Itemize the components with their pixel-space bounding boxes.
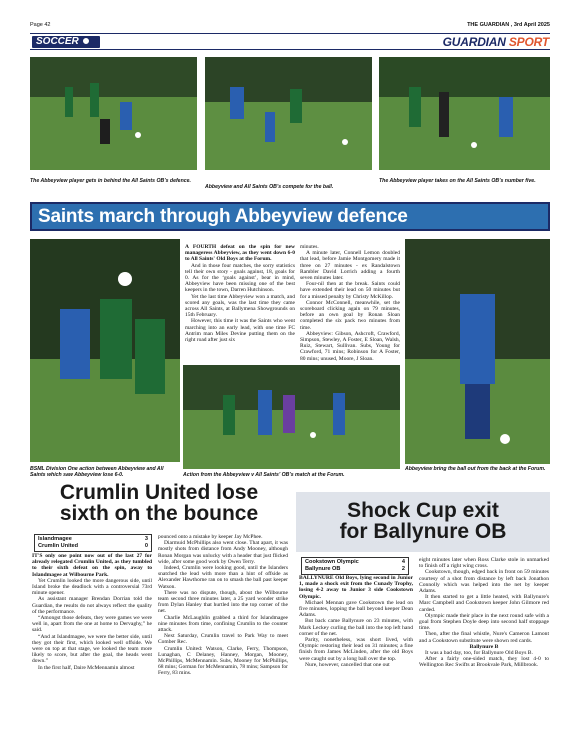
section-label: SOCCER	[32, 36, 100, 48]
caption-top-2: Abbeyview and All Saints OB’s compete for the ball.	[205, 184, 334, 190]
score-team: Crumlin United	[38, 543, 79, 549]
main-story-col2: minutes. A minute later, Connell Lemon doubled that lead, before Jamie Montgomery made it three on 27 minutes - ex Randalstown Rambler David Lorrich adding a fourth seven minutes later. Four-nil then at the break. Saints could have extended their lead on 50 minutes but for a missed penalty by Christy McKillop. Connor McConnell, meanwhile, set the scoreboard clicking again on 79 minutes, before an own goal by Ronan Sloan completed the six pack two minutes from time. Abbeyview: Gibson, Ashcroft, Crawford, Simpson, Stewley, A Foster, E Sloan, Walsh, Ruiz, Stewart, Sullivan. Subs, Young for Crawford, 71 mins; Robinson for A Foster, 80 mins; unused, Moore, J Sloan.	[300, 244, 400, 362]
score-team: Islandmagee	[38, 536, 72, 542]
score-value: 3	[144, 536, 148, 542]
page-number: Page 42	[30, 22, 51, 28]
caption-main-right: Abbeyview bring the ball out from the back at the Forum.	[405, 466, 546, 472]
story3-col2: eight minutes later when Ross Clarke stole in unmarked to finish off a right wing cross. Cookstown, though, edged back in front on 59 minutes courtesy of a shot from distance by left back Jonathon Connolly which was helped into the net by keeper Adams. It then started to get a little heated, with Ballynure's Marc Campbell and Cookstown keeper John Gilmore red carded. Olympic made their place in the next round safe with a goal from Stephen Doyle deep into second half stoppage time. Then, after the final whistle, Nure's Cameron Lamont and a Cookstown substitute were shown red cards. Ballynure B It was a bad day, too, for Ballynure Old Boys B. After a fairly one-sided match, they lost 4-0 to Wellington Rec Swifts at Brookvale Park, Millbrook.	[419, 557, 549, 669]
publication-date: THE GUARDIAN , 3rd April 2025	[467, 22, 550, 28]
score-team: Cookstown Olympic	[305, 559, 359, 565]
story3-col1: BALLYNURE Old Boys, lying second in Junior 1, made a shock exit from the Cunady Trophy, losing 4-2 away to Junior 3 side Cookstown Olympic. Michael Mennan gave Cookstown the lead on five minutes, lopping the ball beyond keeper Dean Adams. But back came Ballynure on 23 minutes, with Mark Leckey curling the ball into the top left hand corner of the net. Parity, nonetheless, was short lived, with Olympic restoring their lead on 31 minutes; a fine finish from James McLinden, after the old Boys were caught out by a long ball over the top. Nure, however, cancelled that one out	[299, 575, 413, 668]
main-headline: Saints march through Abbeyview defence	[30, 202, 550, 231]
story2-col2: pounced onto a mistake by keeper Jay McPhee. Diarmuid McPhillips also went close. That apart, it was mostly shots from distance from Andy Mooney, although Ronan Morgan was unlucky with a header that just flicked wide, after some good work by Owen Terry. Indeed, Crumlin were looking good, until the Islanders snatched the lead with more than a hint of offside as Alexander Hawthorne ran on to smash the ball past keeper Watson. There was no dispute, though, about the Wilbourne team second three minutes later, a 25 yard wonder strike from Dylan Hanley that hurtled into the top corner of the net. Charlie McLaughlin grabbed a third for Islandmagee nine minutes from time, confining Crumlin to the counter attack. Next Saturday, Crumlin travel to Park Way to meet Comber Rec. Crumlin United: Watson, Clarke, Ferry, Thompson, Lunaghan, C Delaney, Hanney, Morgan, Mooney, McPhillips, McMennamin. Subs, Mooney for McPhillips, 68 mins; Gorman for McMennamin, 78 mins; Sampson for Ferry, 83 mins.	[158, 534, 289, 677]
score-value: 2	[401, 566, 405, 572]
photo-top-3	[379, 57, 550, 170]
photo-top-1	[30, 57, 197, 170]
photo-main-right	[405, 239, 550, 464]
score-value: 4	[401, 559, 405, 565]
score-team: Ballynure OB	[305, 566, 341, 572]
football-icon	[82, 37, 90, 45]
caption-main-mid: Action from the Abbeyview v All Saints’ OB’s match at the Forum.	[183, 472, 345, 478]
main-story-col1: A FOURTH defeat on the spin for new manageress Abbeyview, as they went down 6-0 to All Saints' Old Boys at the Forum. And in those four matches, the sorry statistics tell their own story - goals against, 18, goals for 0. As for the ‘goals against’, bear in mind, Abbeyview have been missing one of the best keepers in the town, Darren Hutchinson. Yet the last time Abbeyview won a match, and scored any goals, was the last time they came across All Saints, at Ballymena Showgrounds on 15th February. However, this time it was the Saints who went marching into an early lead, with one time FC Antrim man Miles Devine putting them on the right road after just six	[185, 244, 295, 344]
story2-col1: IT'S only one point now out of the last 27 for already relegated Crumlin United, as they tumbled to their sixth defeat on the spin, away to Islandmagee at Wilbourne Park. Yet Crumlin looked the more dangerous side, until Island broke the deadlock with a controversial 73rd minute opener. As assistant manager Brendan Dorrian told the Guardian, the results do not always reflect the quality of the performance. “Amongst those defeats, they were games we were well in, apart from the one at home to Dervaghy,” he said. “And at Islandmagee, we were the better side, until they got their first, which looked well offside. We were on top at that stage, we looked the team more likely to score, but after the goal, the heads went down.” In the first half, Daire McMennamin almost	[32, 553, 152, 671]
story3-headline: Shock Cup exit for Ballynure OB	[296, 492, 550, 552]
story2-headline: Crumlin United lose sixth on the bounce	[59, 481, 259, 525]
subheading: Ballynure B	[469, 643, 499, 650]
brand-logo: GUARDIAN SPORT	[442, 35, 549, 49]
caption-top-1: The Abbeyview player gets in behind the All Saints OB’s defence.	[30, 178, 191, 184]
score-value: 0	[144, 543, 148, 549]
caption-top-3: The Abbeyview player takes on the All Saints OB’s number five.	[379, 178, 536, 184]
story3-scorebox	[301, 557, 409, 575]
photo-main-mid	[183, 365, 400, 469]
story2-scorebox	[34, 534, 152, 552]
photo-main-left	[30, 239, 180, 462]
caption-main-left: BSML Division One action between Abbeyview and All Saints which saw Abbeyview lose 6-0.	[30, 466, 164, 478]
photo-top-2	[205, 57, 372, 170]
